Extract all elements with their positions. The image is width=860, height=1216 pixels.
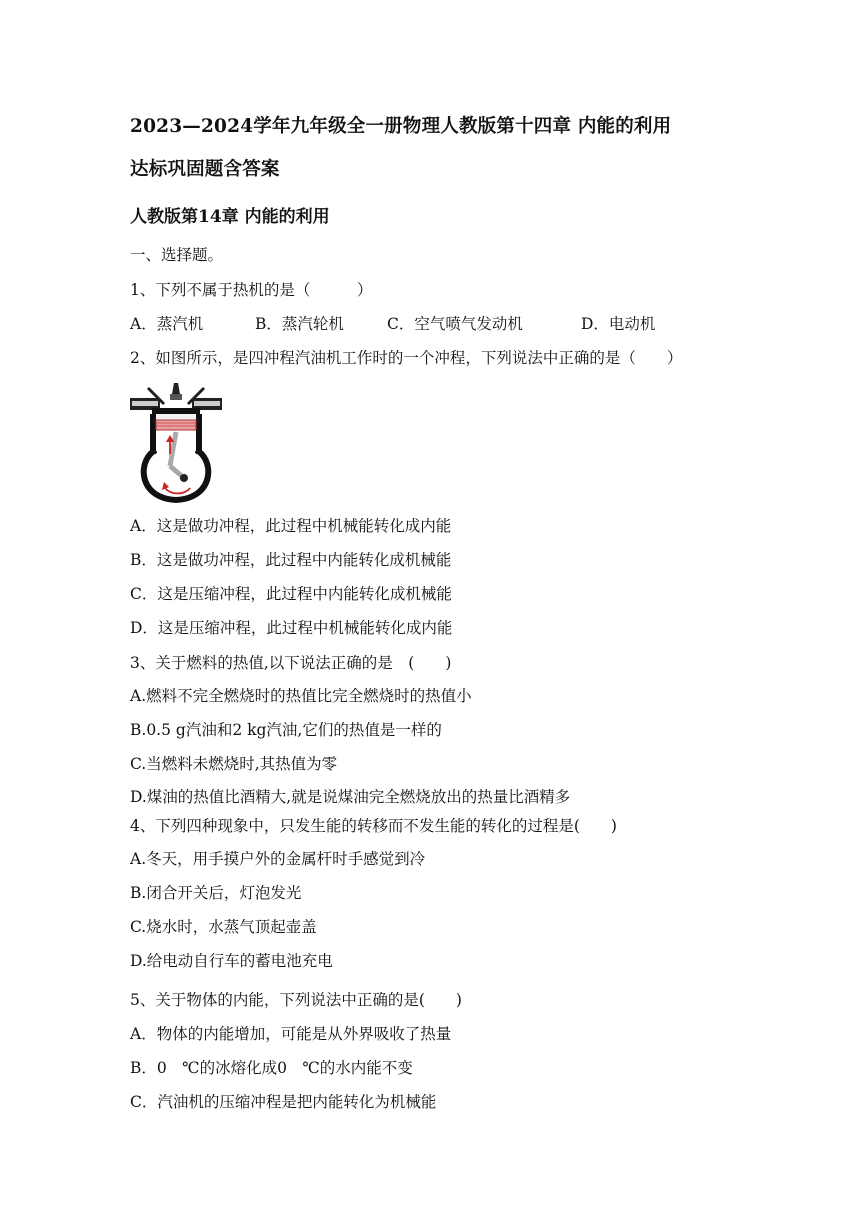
question-4-option-b: B.闭合开关后，灯泡发光 <box>130 884 302 902</box>
question-4-option-c: C.烧水时，水蒸气顶起壶盖 <box>130 918 317 936</box>
question-1-options <box>130 314 655 334</box>
question-2-stem: 2、如图所示，是四冲程汽油机工作时的一个冲程，下列说法中正确的是（ ） <box>130 349 683 367</box>
question-2-option-d: D．这是压缩冲程，此过程中机械能转化成内能 <box>130 619 453 637</box>
question-5-option-a: A．物体的内能增加，可能是从外界吸收了热量 <box>130 1025 452 1043</box>
question-4-stem: 4、下列四种现象中，只发生能的转移而不发生能的转化的过程是( ) <box>130 817 617 835</box>
question-5-option-c: C．汽油机的压缩冲程是把内能转化为机械能 <box>130 1093 437 1111</box>
question-3-option-d: D.煤油的热值比酒精大,就是说煤油完全燃烧放出的热量比酒精多 <box>130 788 571 806</box>
question-2-option-b: B．这是做功冲程，此过程中内能转化成机械能 <box>130 551 452 569</box>
question-1-stem: 1、下列不属于热机的是（ ） <box>130 281 373 299</box>
question-3-stem: 3、关于燃料的热值,以下说法正确的是 ( ) <box>130 654 452 672</box>
question-1-option-c: C．空气喷气发动机 <box>387 315 523 333</box>
question-5-stem: 5、关于物体的内能，下列说法中正确的是( ) <box>130 991 462 1009</box>
question-2-option-c: C．这是压缩冲程，此过程中内能转化成机械能 <box>130 585 452 603</box>
question-1-option-b: B．蒸汽轮机 <box>255 315 344 333</box>
chapter-subtitle: 人教版第14章 内能的利用 <box>130 207 330 227</box>
question-3-option-a: A.燃料不完全燃烧时的热值比完全燃烧时的热值小 <box>130 687 472 705</box>
question-5-option-b: B．0 ℃的冰熔化成0 ℃的水内能不变 <box>130 1059 413 1077</box>
question-3-option-b: B.0.5 g汽油和2 kg汽油,它们的热值是一样的 <box>130 721 442 739</box>
document-title-line-2: 达标巩固题含答案 <box>130 159 280 180</box>
question-4-option-d: D.给电动自行车的蓄电池充电 <box>130 952 333 970</box>
engine-cylinder-diagram-icon <box>128 380 224 504</box>
question-1-option-a: A．蒸汽机 <box>130 315 204 333</box>
question-4-option-a: A.冬天，用手摸户外的金属杆时手感觉到冷 <box>130 850 426 868</box>
section-heading: 一、选择题。 <box>130 246 224 264</box>
question-3-option-c: C.当燃料未燃烧时,其热值为零 <box>130 755 338 773</box>
question-1-option-d: D．电动机 <box>581 315 656 333</box>
question-2-option-a: A．这是做功冲程，此过程中机械能转化成内能 <box>130 517 452 535</box>
document-title-line-1: 2023—2024学年九年级全一册物理人教版第十四章 内能的利用 <box>130 116 672 137</box>
